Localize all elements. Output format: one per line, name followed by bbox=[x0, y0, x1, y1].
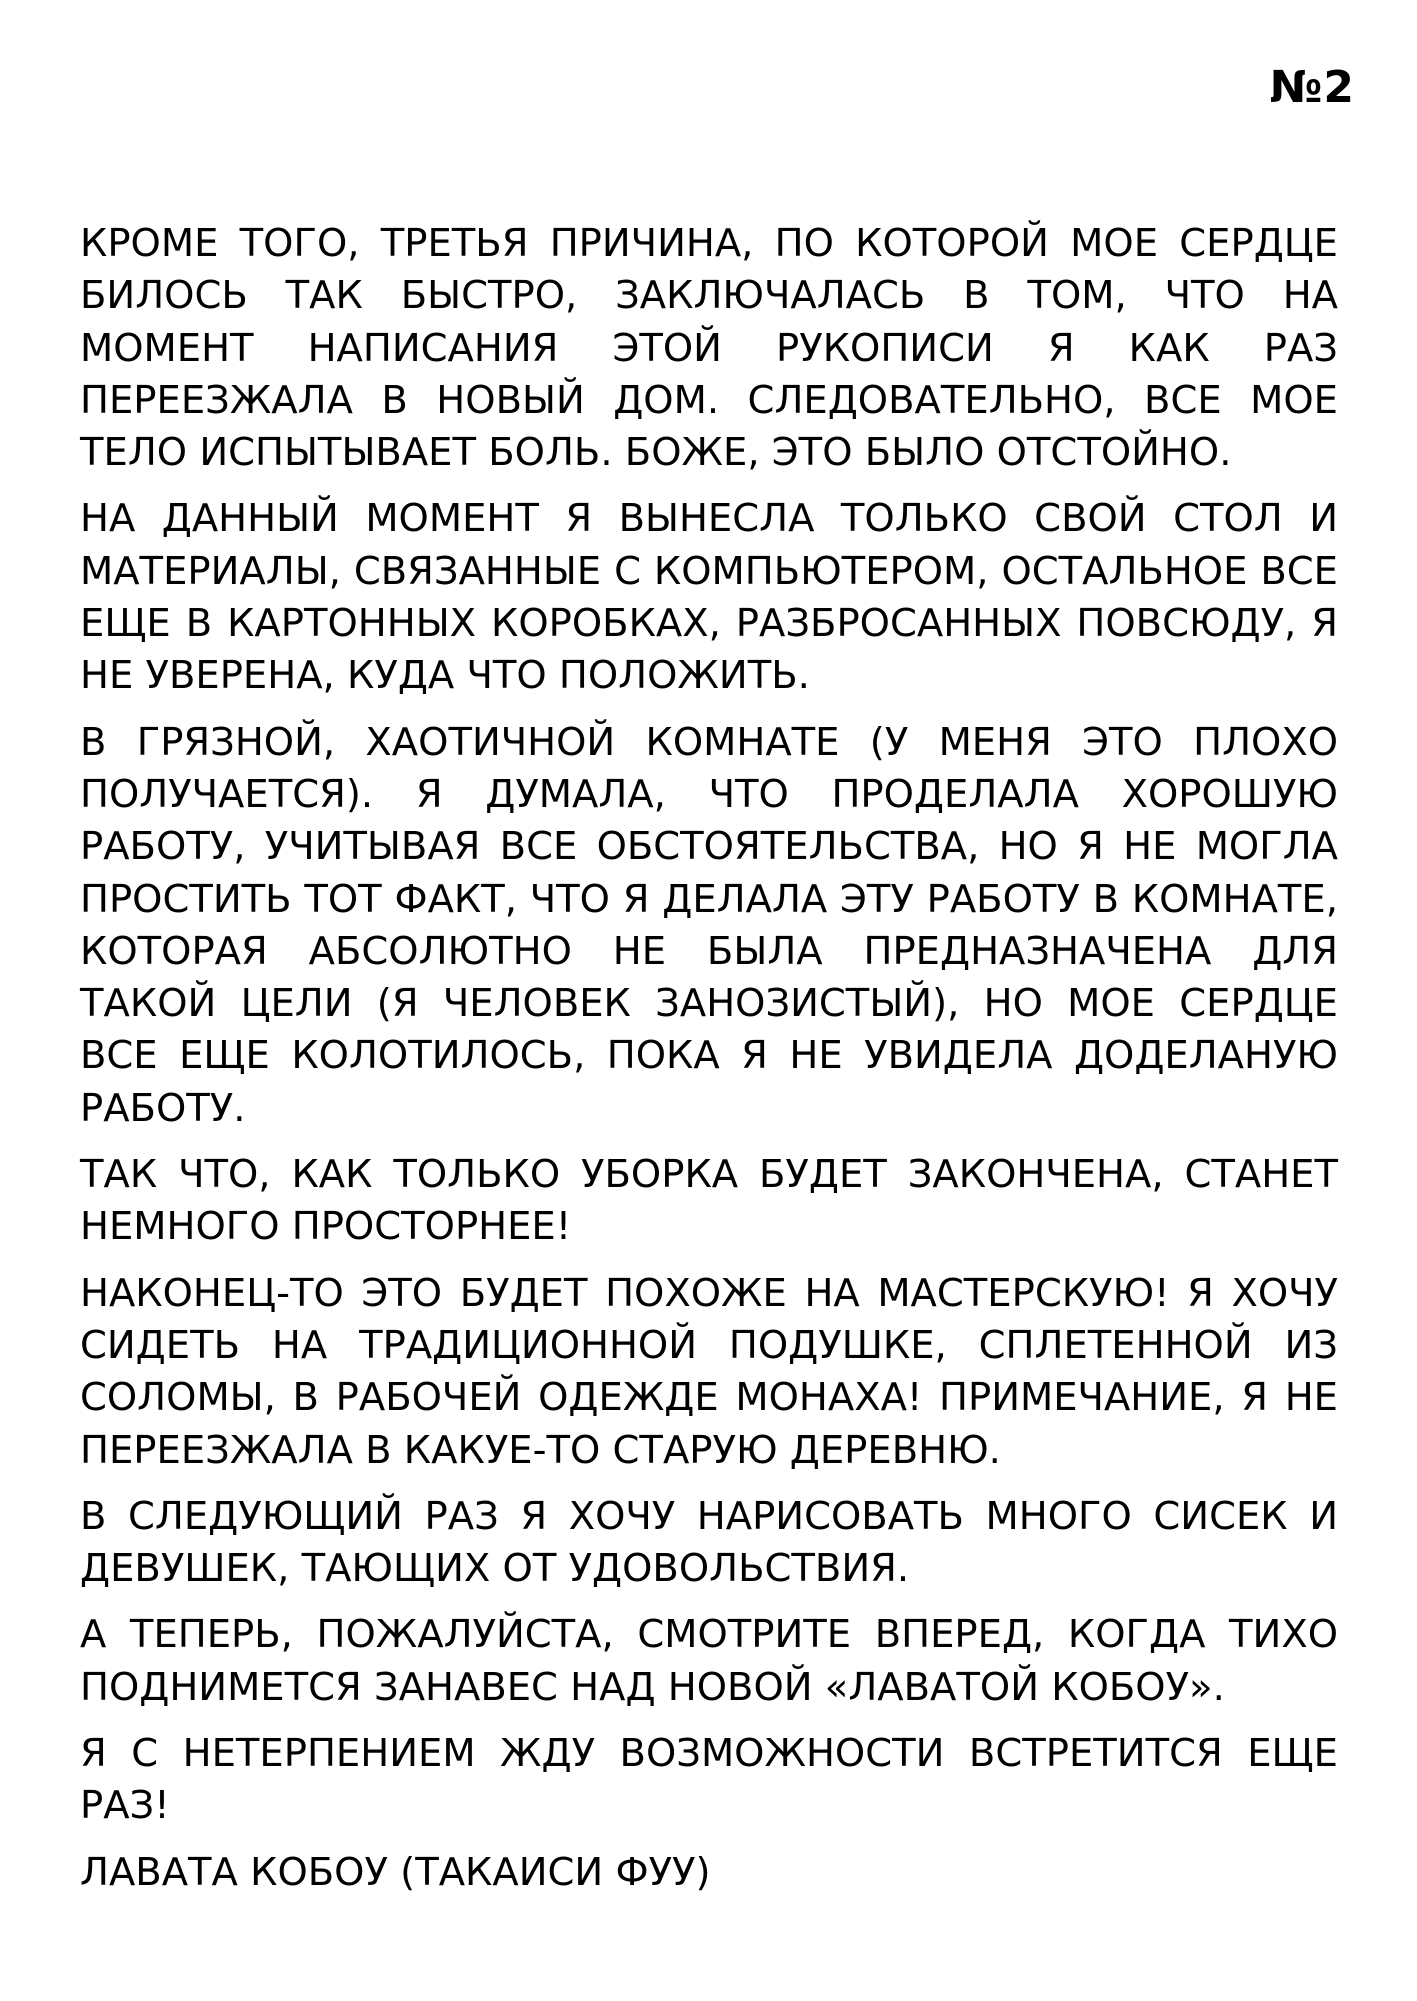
paragraph-meet-again: Я С НЕТЕРПЕНИЕМ ЖДУ ВОЗМОЖНОСТИ ВСТРЕТИТСЯ ЕЩЕ РАЗ! bbox=[80, 1731, 1338, 1829]
paragraph-moving: КРОМЕ ТОГО, ТРЕТЬЯ ПРИЧИНА, ПО КОТОРОЙ МОЕ СЕРДЦЕ БИЛОСЬ ТАК БЫСТРО, ЗАКЛЮЧАЛАСЬ В ТОМ, ЧТО НА МОМЕНТ НАПИСАНИЯ ЭТОЙ РУКОПИСИ Я КАК РАЗ ПЕРЕЕЗЖАЛА В НОВЫЙ ДОМ. СЛЕДОВАТЕЛЬНО, ВСЕ МОЕ ТЕЛО ИСПЫТЫВАЕТ БОЛЬ. БОЖЕ, ЭТО БЫЛО ОТСТОЙНО. bbox=[80, 221, 1338, 476]
author-signature: ЛАВАТА КОБОУ (ТАКАИСИ ФУУ) bbox=[80, 1849, 711, 1895]
page-number: №2 bbox=[1269, 62, 1355, 113]
paragraph-curtain: А ТЕПЕРЬ, ПОЖАЛУЙСТА, СМОТРИТЕ ВПЕРЕД, КОГДА ТИХО ПОДНИМЕТСЯ ЗАНАВЕС НАД НОВОЙ «ЛАВАТОЙ КОБОУ». bbox=[80, 1612, 1338, 1710]
paragraph-cleanup: ТАК ЧТО, КАК ТОЛЬКО УБОРКА БУДЕТ ЗАКОНЧЕНА, СТАНЕТ НЕМНОГО ПРОСТОРНЕЕ! bbox=[80, 1152, 1338, 1250]
paragraph-boxes: НА ДАННЫЙ МОМЕНТ Я ВЫНЕСЛА ТОЛЬКО СВОЙ СТОЛ И МАТЕРИАЛЫ, СВЯЗАННЫЕ С КОМПЬЮТЕРОМ, ОСТАЛЬНОЕ ВСЕ ЕЩЕ В КАРТОННЫХ КОРОБКАХ, РАЗБРОСАННЫХ ПОВСЮДУ, Я НЕ УВЕРЕНА, КУДА ЧТО ПОЛОЖИТЬ. bbox=[80, 496, 1338, 699]
paragraph-next-time: В СЛЕДУЮЩИЙ РАЗ Я ХОЧУ НАРИСОВАТЬ МНОГО СИСЕК И ДЕВУШЕК, ТАЮЩИХ ОТ УДОВОЛЬСТВИЯ. bbox=[80, 1493, 1338, 1592]
afterword-text bbox=[80, 218, 1338, 1899]
paragraph-workshop: НАКОНЕЦ-ТО ЭТО БУДЕТ ПОХОЖЕ НА МАСТЕРСКУЮ! Я ХОЧУ СИДЕТЬ НА ТРАДИЦИОННОЙ ПОДУШКЕ, СПЛЕТЕННОЙ ИЗ СОЛОМЫ, В РАБОЧЕЙ ОДЕЖДЕ МОНАХА! ПРИМЕЧАНИЕ, Я НЕ ПЕРЕЕЗЖАЛА В КАКУЕ-ТО СТАРУЮ ДЕРЕВНЮ. bbox=[80, 1270, 1338, 1473]
paragraph-messy-room: В ГРЯЗНОЙ, ХАОТИЧНОЙ КОМНАТЕ (У МЕНЯ ЭТО ПЛОХО ПОЛУЧАЕТСЯ). Я ДУМАЛА, ЧТО ПРОДЕЛАЛА ХОРОШУЮ РАБОТУ, УЧИТЫВАЯ ВСЕ ОБСТОЯТЕЛЬСТВА, НО Я НЕ МОГЛА ПРОСТИТЬ ТОТ ФАКТ, ЧТО Я ДЕЛАЛА ЭТУ РАБОТУ В КОМНАТЕ, КОТОРАЯ АБСОЛЮТНО НЕ БЫЛА ПРЕДНАЗНАЧЕНА ДЛЯ ТАКОЙ ЦЕЛИ (Я ЧЕЛОВЕК ЗАНОЗИСТЫЙ), НО МОЕ СЕРДЦЕ ВСЕ ЕЩЕ КОЛОТИЛОСЬ, ПОКА Я НЕ УВИДЕЛА ДОДЕЛАНУЮ РАБОТУ. bbox=[80, 719, 1338, 1131]
